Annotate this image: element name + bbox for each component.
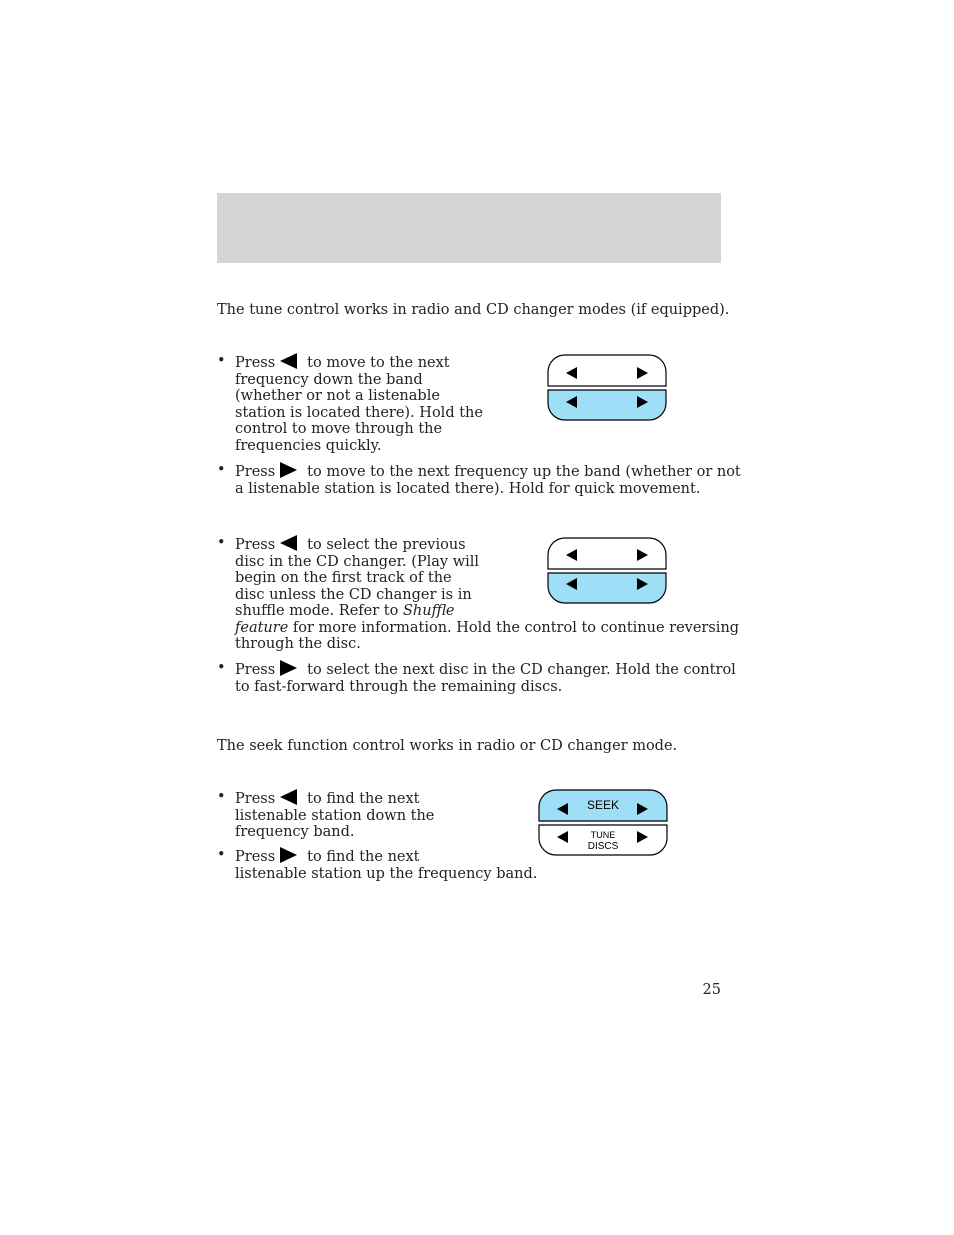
bullet-seek-up: • Press to find the next listenable station up the frequency band. xyxy=(217,847,538,882)
press-label: Press xyxy=(235,464,276,480)
bullet-dot: • xyxy=(217,660,226,676)
tune-label: TUNE xyxy=(590,830,616,840)
seek-control-diagram xyxy=(538,789,668,857)
disc-control-diagram xyxy=(547,537,667,605)
bullet-seek-down: • Press to find the next listenable station down the frequency band. xyxy=(217,789,435,840)
left-arrow-icon xyxy=(280,353,297,369)
right-arrow-icon xyxy=(280,660,297,676)
left-arrow-icon xyxy=(280,535,297,551)
discs-label: DISCS xyxy=(587,841,619,852)
left-arrow-icon xyxy=(280,789,297,805)
press-label: Press xyxy=(235,849,276,865)
tune-button-highlighted xyxy=(548,390,666,420)
right-arrow-icon xyxy=(280,847,297,863)
bullet-tune-down: • Press to move to the next frequency down the band (whether or not a listenable station is located there). Hold the control to move through the frequencies quickly. xyxy=(217,353,483,454)
bullet-dot: • xyxy=(217,353,226,369)
bullet-dot: • xyxy=(217,789,226,805)
bullet-tune-up: • Press to move to the next frequency up the band (whether or not a listenable station is located there). Hold for quick movement. xyxy=(217,462,741,497)
bullet-disc-next: • Press to select the next disc in the CD changer. Hold the control to fast-forward through the remaining discs. xyxy=(217,660,736,695)
press-label: Press xyxy=(235,355,276,371)
bullet-dot: • xyxy=(217,462,226,478)
bullet-dot: • xyxy=(217,535,226,551)
upper-button-outline xyxy=(548,355,666,386)
bullet-dot: • xyxy=(217,847,226,863)
bullet-disc-previous: • Press to select the previous disc in the CD changer. (Play will begin on the first track of the disc unless the CD changer is in shuffle mode. Refer to Shuffle feature for more information. Hold the control to continue reversing through the disc. xyxy=(217,535,740,652)
press-label: Press xyxy=(235,662,276,678)
right-arrow-icon xyxy=(280,462,297,478)
tune-intro: The tune control works in radio and CD changer modes (if equipped). xyxy=(217,302,730,318)
page-number: 25 xyxy=(702,982,721,998)
disc-button-highlighted xyxy=(548,573,666,603)
press-label: Press xyxy=(235,537,276,553)
seek-label: SEEK xyxy=(586,798,620,812)
press-label: Press xyxy=(235,791,276,807)
tune-control-diagram xyxy=(547,354,667,422)
header-band xyxy=(217,193,721,263)
seek-intro: The seek function control works in radio or CD changer mode. xyxy=(217,738,678,754)
upper-button-outline xyxy=(548,538,666,569)
